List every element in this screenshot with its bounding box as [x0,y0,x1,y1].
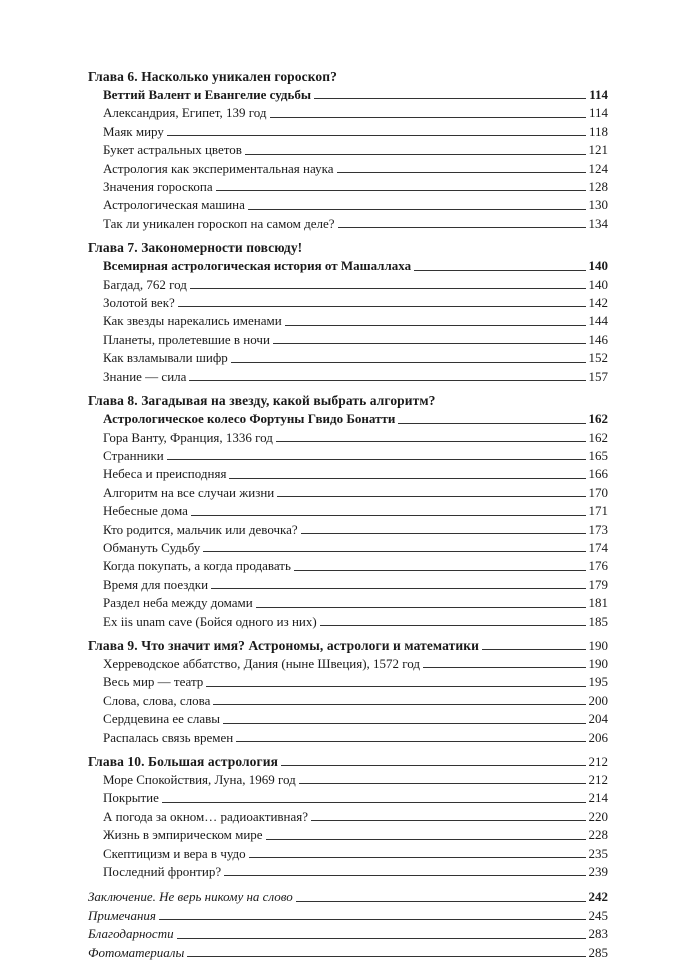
entry-title: Сердцевина ее славы [103,711,221,727]
page-number: 118 [588,123,608,139]
entry-title: Александрия, Египет, 139 год [103,105,267,121]
page-number: 114 [588,105,608,121]
chapter-title: Глава 7. Закономерности повсюду! [88,240,303,256]
dot-leader [294,569,586,571]
entry-title: Фотоматериалы [88,944,185,960]
dot-leader [245,153,586,155]
dot-leader [266,838,586,840]
entry-title: Букет астральных цветов [103,142,242,158]
dot-leader [162,801,586,803]
toc-entry[interactable] [88,502,608,520]
toc-entry[interactable] [88,215,608,233]
chapter-10 [88,752,608,881]
toc-entry[interactable] [88,655,608,673]
entry-title: Последний фронтир? [103,864,222,880]
entry-title: Кто родится, мальчик или девочка? [103,521,298,537]
chapter-title: Глава 10. Большая астрология [88,754,279,769]
dot-leader [337,171,587,173]
page-number: 285 [588,944,608,960]
page-number: 121 [588,142,608,158]
dot-leader [338,226,586,228]
toc-entry[interactable] [88,521,608,539]
toc-entry[interactable] [88,808,608,826]
entry-title: А погода за окном… радиоактивная? [103,808,309,824]
toc-entry[interactable] [88,557,608,575]
dot-leader [189,379,586,381]
page-number: 214 [588,790,608,806]
toc-entry[interactable] [88,178,608,196]
dot-leader [311,819,586,821]
entry-title: Небесные дома [103,503,188,519]
entry-title: Астрологическое колесо Фортуны Гвидо Бонатти [103,411,396,427]
entry-title: Раздел неба между домами [103,595,253,611]
toc-entry[interactable] [88,312,608,330]
toc-entry[interactable] [88,944,608,962]
toc-entry[interactable] [88,613,608,631]
toc-entry[interactable] [88,257,608,275]
page-number: 144 [588,313,608,329]
toc-entry[interactable] [88,123,608,141]
toc-entry[interactable] [88,86,608,104]
chapter-title: Глава 6. Насколько уникален гороскоп? [88,69,338,84]
page-number: 283 [588,926,608,942]
page-number: 204 [588,711,608,727]
dot-leader [190,287,586,289]
entry-title: Весь мир — театр [103,674,204,690]
dot-leader [206,685,586,687]
entry-title: Астрология как экспериментальная наука [103,160,334,176]
entry-title: Странники [103,447,164,463]
page-number: 170 [588,484,608,500]
dot-leader [423,666,586,668]
dot-leader [191,514,586,516]
toc-entry[interactable] [88,907,608,925]
entry-title: Покрытие [103,790,159,806]
dot-leader [167,458,586,460]
toc-entry[interactable] [88,673,608,691]
page-number: 174 [588,539,608,555]
dot-leader [248,208,586,210]
toc-entry[interactable] [88,692,608,710]
dot-leader [320,624,586,626]
page-number: 152 [588,350,608,366]
chapter-title-row[interactable] [88,752,608,771]
toc-entry[interactable] [88,729,608,747]
entry-title: Херреводское аббатство, Дания (ныне Швеция), 1572 год [103,655,421,671]
entry-title: Небеса и преисподняя [103,466,227,482]
toc-entry[interactable] [88,104,608,122]
dot-leader [276,440,586,442]
dot-leader [273,342,586,344]
chapter-6 [88,67,608,233]
page-number: 134 [588,215,608,231]
entry-title: Благодарности [88,926,174,942]
page-number: 242 [588,889,608,905]
page-number: 220 [588,808,608,824]
page-number: 245 [588,907,608,923]
chapter-title: Глава 8. Загадывая на звезду, какой выбрать алгоритм? [88,393,436,409]
toc-entry[interactable] [88,826,608,844]
entry-title: Гора Ванту, Франция, 1336 год [103,429,273,445]
toc-entry[interactable] [88,196,608,214]
page-number: 228 [588,827,608,843]
page-number: 190 [588,655,608,671]
dot-leader [296,900,586,902]
dot-leader [223,722,586,724]
entry-title: Маяк миру [103,123,164,139]
toc-entry[interactable] [88,465,608,483]
page-number: 140 [588,258,608,274]
page-number: 166 [588,466,608,482]
dot-leader [216,189,586,191]
toc-entry[interactable] [88,888,608,906]
page-number: 162 [588,429,608,445]
entry-title: Золотой век? [103,295,175,311]
entry-title: Алгоритм на все случаи жизни [103,484,275,500]
entry-title: Как звезды нарекались именами [103,313,282,329]
page-number: 124 [588,160,608,176]
toc-entry[interactable] [88,331,608,349]
dot-leader [398,422,586,424]
page-number: 179 [588,576,608,592]
page-number: 195 [588,674,608,690]
page-number: 140 [588,276,608,292]
dot-leader [224,874,586,876]
dot-leader [281,764,586,766]
toc-entry[interactable] [88,160,608,178]
toc-entry[interactable] [88,771,608,789]
dot-leader [314,97,586,99]
dot-leader [187,955,586,957]
entry-title: Знание — сила [103,368,187,384]
toc-entry[interactable] [88,594,608,612]
page-number: 171 [588,503,608,519]
entry-title: Веттий Валент и Евангелие судьбы [103,87,312,102]
toc-entry[interactable] [88,447,608,465]
page-number: 128 [588,179,608,195]
entry-title: Так ли уникален гороскоп на самом деле? [103,215,335,231]
chapter-8 [88,391,608,631]
toc-entry[interactable] [88,925,608,943]
toc-entry[interactable] [88,863,608,881]
entry-title: Когда покупать, а когда продавать [103,558,291,574]
entry-title: Море Спокойствия, Луна, 1969 год [103,772,296,787]
entry-title: Всемирная астрологическая история от Машаллаха [103,258,412,274]
entry-title: Распалась связь времен [103,729,234,745]
toc-entry[interactable] [88,276,608,294]
toc-entry[interactable] [88,349,608,367]
dot-leader [159,918,586,920]
entry-title: Ex iis unam cave (Бойся одного из них) [103,613,317,629]
endmatter-section [88,888,608,962]
dot-leader [167,134,586,136]
toc-entry[interactable] [88,484,608,502]
dot-leader [414,269,586,271]
dot-leader [177,937,586,939]
toc-entry[interactable] [88,789,608,807]
chapter-title-row[interactable] [88,636,608,655]
dot-leader [213,703,586,705]
dot-leader [178,305,586,307]
dot-leader [236,740,586,742]
entry-title: Скептицизм и вера в чудо [103,845,246,861]
dot-leader [277,495,586,497]
toc-entry[interactable] [88,845,608,863]
dot-leader [256,606,586,608]
toc-entry[interactable] [88,429,608,447]
chapter-9 [88,636,608,747]
page-number: 130 [588,197,608,213]
entry-title: Планеты, пролетевшие в ночи [103,331,270,347]
page-number: 212 [588,753,608,769]
page-number: 190 [588,637,608,653]
page-number: 142 [588,295,608,311]
page-number: 206 [588,729,608,745]
table-of-contents [88,67,608,962]
page-number: 173 [588,521,608,537]
toc-entry[interactable] [88,368,608,386]
entry-title: Жизнь в эмпирическом мире [103,827,263,843]
dot-leader [229,477,586,479]
entry-title: Багдад, 762 год [103,276,187,292]
page-number: 181 [588,595,608,611]
page-number: 162 [588,411,608,427]
page-number: 185 [588,613,608,629]
toc-entry[interactable] [88,294,608,312]
page-number: 212 [588,772,608,787]
page-number: 239 [588,864,608,880]
chapter-title: Глава 9. Что значит имя? Астрономы, астрологи и математики [88,637,479,653]
entry-title: Обмануть Судьбу [103,539,201,555]
toc-entry[interactable] [88,576,608,594]
dot-leader [211,587,586,589]
entry-title: Значения гороскопа [103,179,213,195]
dot-leader [299,782,586,784]
page-number: 157 [588,368,608,384]
dot-leader [231,361,586,363]
entry-title: Заключение. Не верь никому на слово [88,889,293,905]
dot-leader [270,116,586,118]
dot-leader [203,550,586,552]
page-number: 146 [588,331,608,347]
toc-entry[interactable] [88,410,608,428]
entry-title: Как взламывали шифр [103,350,228,366]
page-number: 176 [588,558,608,574]
page-number: 200 [588,692,608,708]
entry-title: Время для поездки [103,576,209,592]
entry-title: Примечания [88,907,156,923]
page-number: 114 [589,87,608,102]
entry-title: Астрологическая машина [103,197,245,213]
toc-entry[interactable] [88,710,608,728]
dot-leader [249,856,586,858]
page-number: 235 [588,845,608,861]
toc-entry[interactable] [88,141,608,159]
dot-leader [482,648,586,650]
dot-leader [301,532,586,534]
page-number: 165 [588,447,608,463]
toc-entry[interactable] [88,539,608,557]
chapter-7 [88,238,608,386]
dot-leader [285,324,586,326]
entry-title: Слова, слова, слова [103,692,211,708]
